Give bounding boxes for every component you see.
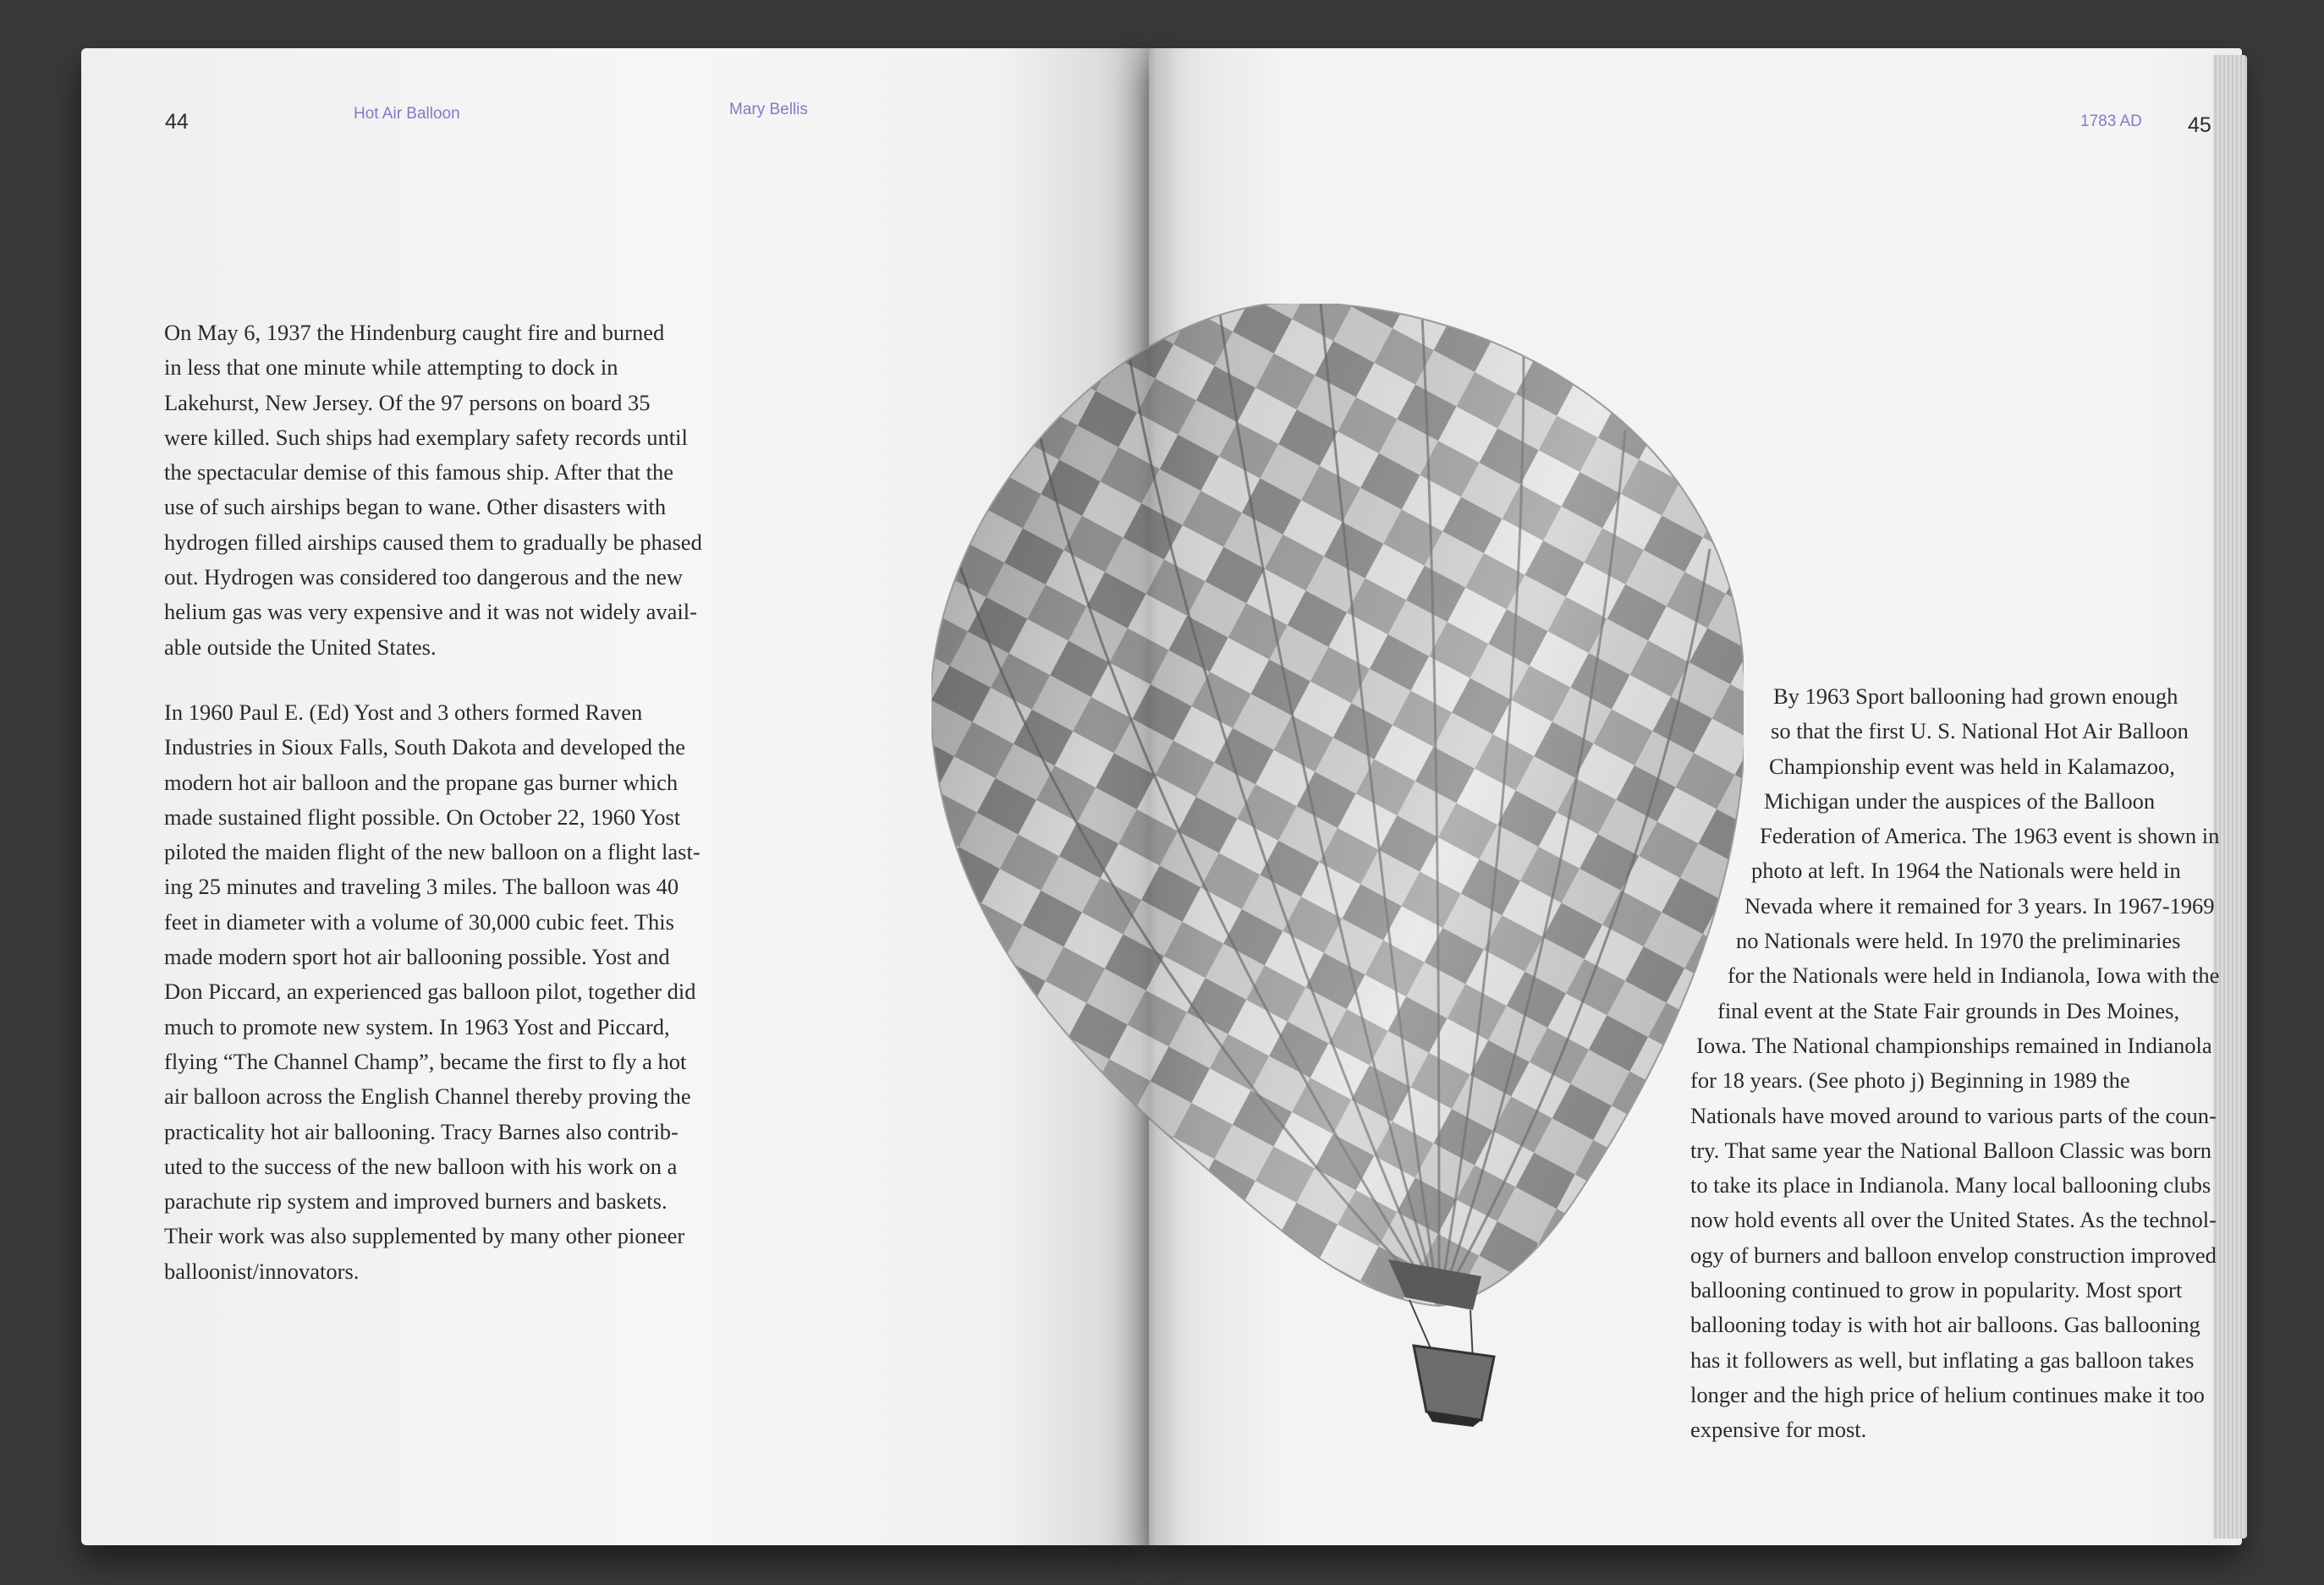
text-line: Nevada where it remained for 3 years. In 1967-1969 [1744, 892, 2215, 919]
text-line: longer and the high price of helium continues make it too [1690, 1381, 2205, 1407]
text-line: ogy of burners and balloon envelop construction improved [1690, 1242, 2217, 1268]
text-line: Nationals have moved around to various parts of the coun- [1690, 1102, 2217, 1128]
text-line: balloonist/innovators. [164, 1258, 360, 1284]
running-head-author: Mary Bellis [729, 101, 808, 118]
text-line: parachute rip system and improved burners and baskets. [164, 1188, 668, 1215]
text-line: in less that one minute while attempting to dock in [164, 354, 618, 381]
text-line: flying “The Channel Champ”, became the first to fly a hot [164, 1048, 687, 1074]
text-line: ing 25 minutes and traveling 3 miles. The balloon was 40 [164, 874, 679, 900]
text-line: modern hot air balloon and the propane gas burner which [164, 769, 679, 795]
text-line: In 1960 Paul E. (Ed) Yost and 3 others formed Raven [164, 699, 643, 725]
text-line: Their work was also supplemented by many other pioneer [164, 1223, 685, 1249]
text-line: ballooning continued to grow in popularity. Most sport [1690, 1277, 2183, 1303]
text-line: were killed. Such ships had exemplary safety records until [164, 424, 688, 450]
text-line: now hold events all over the United States. As the technol- [1690, 1207, 2217, 1233]
text-line: to take its place in Indianola. Many local ballooning clubs [1690, 1172, 2211, 1198]
text-line: Don Piccard, an experienced gas balloon pilot, together did [164, 979, 696, 1005]
text-line: no Nationals were held. In 1970 the preliminaries [1736, 928, 2181, 954]
hot-air-balloon-photo [931, 304, 1744, 1429]
text-line: Industries in Sioux Falls, South Dakota and developed the [164, 734, 686, 760]
text-line: air balloon across the English Channel thereby proving the [164, 1083, 691, 1110]
text-line: piloted the maiden flight of the new balloon on a flight last- [164, 839, 700, 865]
text-line: final event at the State Fair grounds in Des Moines, [1717, 997, 2180, 1023]
text-line: By 1963 Sport ballooning had grown enough [1773, 683, 2178, 709]
left-paragraph-2 [164, 695, 700, 1289]
text-line: for the Nationals were held in Indianola, Iowa with the [1728, 963, 2220, 989]
text-line: practicality hot air ballooning. Tracy Barnes also contrib- [164, 1118, 679, 1144]
text-line: On May 6, 1937 the Hindenburg caught fire and burned [164, 320, 665, 345]
text-line: has it followers as well, but inflating a gas balloon takes [1690, 1346, 2195, 1373]
text-line: so that the first U. S. National Hot Air Balloon [1771, 718, 2189, 744]
left-paragraph-1 [164, 315, 702, 665]
text-line: use of such airships began to wane. Other disasters with [164, 494, 667, 520]
text-line: much to promote new system. In 1963 Yost and Piccard, [164, 1013, 670, 1039]
text-line: Federation of America. The 1963 event is shown in [1760, 823, 2220, 849]
text-line: ballooning today is with hot air balloons. Gas ballooning [1690, 1312, 2200, 1338]
text-line: made modern sport hot air ballooning possible. Yost and [164, 944, 670, 970]
balloon-illustration [931, 304, 1744, 1429]
running-head-year: 1783 AD [2080, 112, 2142, 130]
text-line: photo at left. In 1964 the Nationals were held in [1751, 858, 2181, 884]
text-line: able outside the United States. [164, 633, 437, 660]
text-line: Iowa. The National championships remained in Indianola [1696, 1032, 2212, 1058]
text-line: Lakehurst, New Jersey. Of the 97 persons on board 35 [164, 389, 651, 415]
text-line: expensive for most. [1690, 1417, 1867, 1443]
balloon-basket [1414, 1346, 1494, 1420]
text-line: the spectacular demise of this famous ship. After that the [164, 459, 673, 485]
text-line: helium gas was very expensive and it was not widely avail- [164, 599, 697, 625]
text-line: Michigan under the auspices of the Balloon [1764, 787, 2156, 814]
text-line: for 18 years. (See photo j) Beginning in 1989 the [1690, 1067, 2130, 1094]
running-head-title: Hot Air Balloon [354, 105, 460, 123]
text-line: uted to the success of the new balloon with his work on a [164, 1153, 678, 1179]
text-line: hydrogen filled airships caused them to gradually be phased [164, 529, 702, 555]
text-line: made sustained flight possible. On October 22, 1960 Yost [164, 803, 681, 830]
text-line: out. Hydrogen was considered too dangerous and the new [164, 564, 684, 590]
page-number-left: 44 [165, 110, 189, 134]
magazine-spread [81, 48, 2242, 1545]
text-line: feet in diameter with a volume of 30,000 cubic feet. This [164, 908, 674, 935]
page-number-right: 45 [2188, 113, 2211, 137]
text-line: try. That same year the National Balloon Classic was born [1690, 1137, 2211, 1163]
text-line: Championship event was held in Kalamazoo, [1769, 753, 2175, 779]
